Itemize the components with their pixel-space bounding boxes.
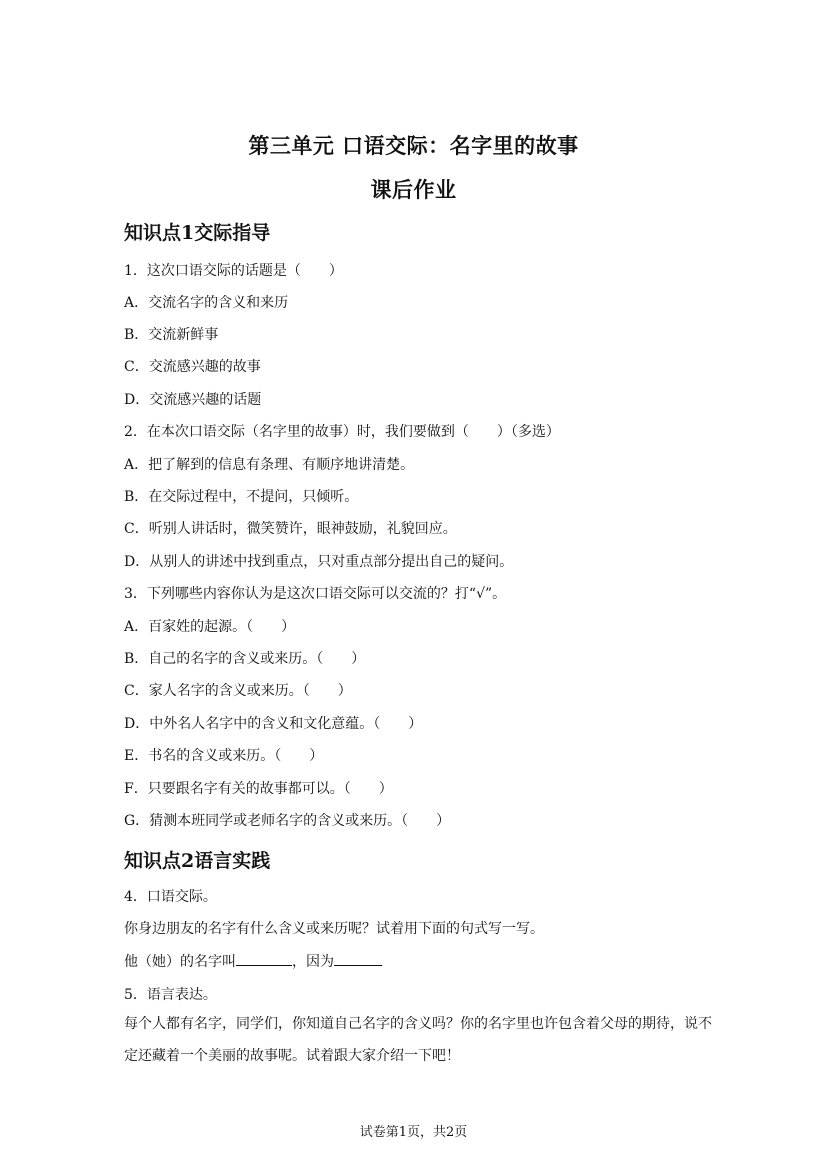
question-1-option-d: D．交流感兴趣的话题 [124, 392, 262, 408]
question-5-body: 每个人都有名字，同学们，你知道自己名字的含义吗？你的名字里也许包含着父母的期待，说不定还藏着一个美丽的故事呢。试着跟大家介绍一下吧！ [124, 1016, 712, 1064]
question-1-stem: 1．这次口语交际的话题是（ ） [124, 263, 343, 279]
question-3-option-b: B．自己的名字的含义或来历。（ ） [124, 651, 366, 667]
question-4-fill-sentence [124, 951, 382, 971]
question-1-option-b: B．交流新鲜事 [124, 327, 219, 343]
page-title: 第三单元 口语交际：名字里的故事 [248, 133, 579, 158]
question-1-option-c: C．交流感兴趣的故事 [124, 359, 261, 375]
question-2-option-a: A．把了解到的信息有条理、有顺序地讲清楚。 [124, 457, 415, 473]
question-2-option-b: B．在交际过程中，不提问，只倾听。 [124, 489, 359, 505]
section-heading-2: 知识点2语言实践 [124, 850, 271, 872]
question-4-prompt: 你身边朋友的名字有什么含义或来历呢？试着用下面的句式写一写。 [124, 921, 544, 937]
section-heading-1: 知识点1交际指导 [124, 222, 271, 244]
question-2-option-d: D．从别人的讲述中找到重点，只对重点部分提出自己的疑问。 [124, 554, 514, 570]
question-3-option-d: D．中外名人名字中的含义和文化意蕴。（ ） [124, 716, 423, 732]
question-3-option-c: C．家人名字的含义或来历。（ ） [124, 683, 352, 699]
question-3-option-f: F．只要跟名字有关的故事都可以。（ ） [124, 781, 393, 797]
question-1-option-a: A．交流名字的含义和来历 [124, 295, 289, 311]
fill-text-part-1: 他（她）的名字叫 [124, 954, 236, 970]
question-5-stem: 5．语言表达。 [124, 987, 217, 1003]
page-footer: 试卷第1页，共2页 [359, 1125, 468, 1140]
fill-blank-reason[interactable] [334, 951, 382, 966]
fill-blank-name[interactable] [236, 951, 292, 966]
question-3-stem: 3．下列哪些内容你认为是这次口语交际可以交流的？打“√”。 [124, 586, 507, 602]
question-4-stem: 4．口语交际。 [124, 889, 217, 905]
question-3-option-e: E．书名的含义或来历。（ ） [124, 748, 324, 764]
question-3-option-a: A．百家姓的起源。（ ） [124, 619, 296, 635]
fill-text-part-2: ，因为 [292, 954, 334, 970]
question-3-option-g: G．猜测本班同学或老师名字的含义或来历。（ ） [124, 813, 451, 829]
page-subtitle: 课后作业 [370, 177, 457, 202]
question-2-stem: 2．在本次口语交际（名字里的故事）时，我们要做到（ ）（多选） [124, 424, 560, 440]
question-2-option-c: C．听别人讲话时，微笑赞许，眼神鼓励，礼貌回应。 [124, 521, 457, 537]
